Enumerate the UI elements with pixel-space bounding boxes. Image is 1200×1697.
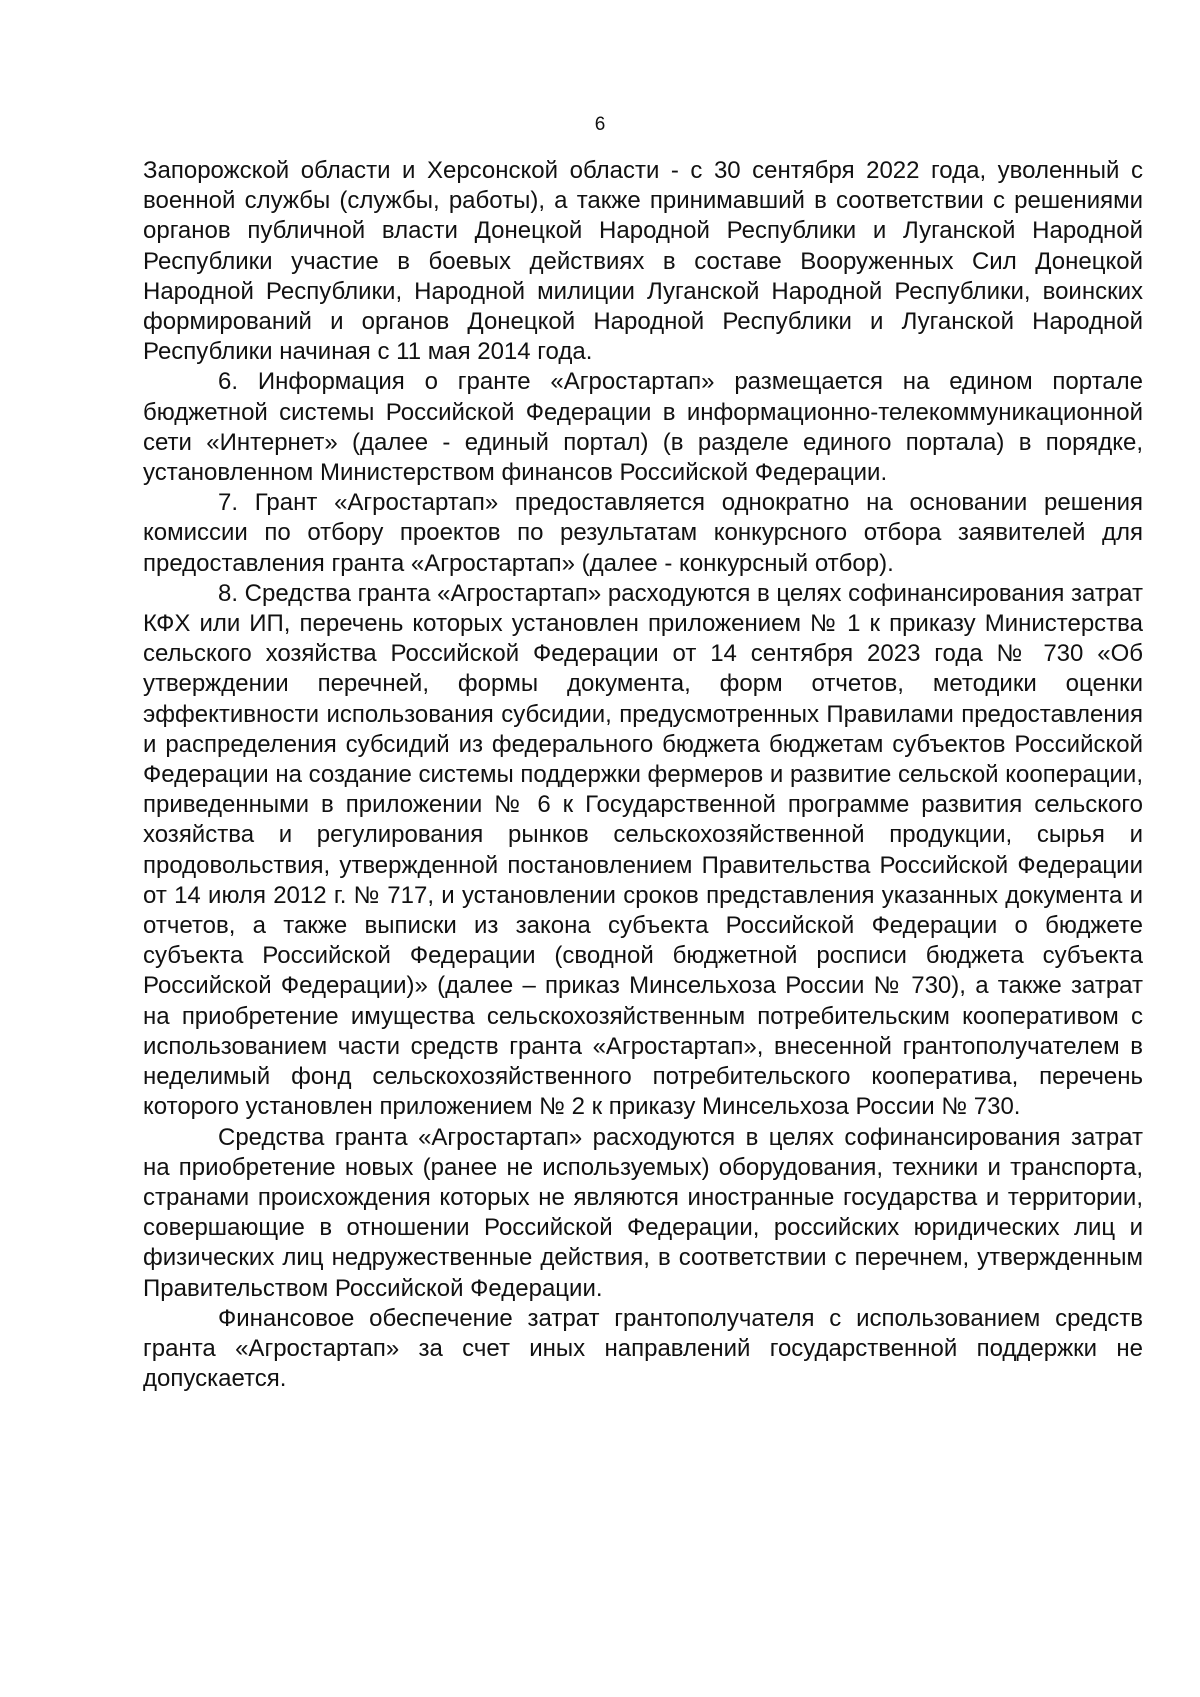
document-body	[143, 156, 1143, 1394]
paragraph-item-8-financing: Финансовое обеспечение затрат грантополучателя с использованием средств гранта «Агростартап» за счет иных направлений государственной поддержки не допускается.	[143, 1304, 1143, 1393]
paragraph-continuation: Запорожской области и Херсонской области - с 30 сентября 2022 года, уволенный с военной службы (службы, работы), а также принимавший в соответствии с решениями органов публичной власти Донецкой Народной Республики и Луганской Народной Республики участие в боевых действиях в составе Вооруженных Сил Донецкой Народной Республики, Народной милиции Луганской Народной Республики, воинских формирований и органов Донецкой Народной Республики и Луганской Народной Республики начиная с 11 мая 2014 года.	[143, 157, 1143, 366]
page-number: 6	[594, 114, 606, 135]
paragraph-item-6: 6. Информация о гранте «Агростартап» размещается на едином портале бюджетной системы Российской Федерации в информационно-телекоммуникационной сети «Интернет» (далее - единый портал) (в разделе единого портала) в порядке, установленном Министерством финансов Российской Федерации.	[143, 368, 1143, 487]
paragraph-item-8-equipment: Средства гранта «Агростартап» расходуются в целях софинансирования затрат на приобретение новых (ранее не используемых) оборудования, техники и транспорта, странами происхождения которых не являются иностранные государства и территории, совершающие в отношении Российской Федерации, российских юридических лиц и физических лиц недружественные действия, в соответствии с перечнем, утвержденным Правительством Российской Федерации.	[143, 1123, 1143, 1302]
paragraph-item-7: 7. Грант «Агростартап» предоставляется однократно на основании решения комиссии по отбору проектов по результатам конкурсного отбора заявителей для предоставления гранта «Агростартап» (далее - конкурсный отбор).	[143, 489, 1143, 577]
paragraph-item-8: 8. Средства гранта «Агростартап» расходуются в целях софинансирования затрат КФХ или ИП, перечень которых установлен приложением № 1 к приказу Министерства сельского хозяйства Российской Федерации от 14 сентября 2023 года № 730 «Об утверждении перечней, формы документа, форм отчетов, методики оценки эффективности использования субсидии, предусмотренных Правилами предоставления и распределения субсидий из федерального бюджета бюджетам субъектов Российской Федерации на создание системы поддержки фермеров и развитие сельской кооперации, приведенными в приложении № 6 к Государственной программе развития сельского хозяйства и регулирования рынков сельскохозяйственной продукции, сырья и продовольствия, утвержденной постановлением Правительства Российской Федерации от 14 июля 2012 г. № 717, и установлении сроков представления указанных документа и отчетов, а также выписки из закона субъекта Российской Федерации о бюджете субъекта Российской Федерации (сводной бюджетной росписи бюджета субъекта Российской Федерации)» (далее – приказ Минсельхоза России № 730), а также затрат на приобретение имущества сельскохозяйственным потребительским кооперативом с использованием части средств гранта «Агростартап», внесенной грантополучателем в неделимый фонд сельскохозяйственного потребительского кооператива, перечень которого установлен приложением № 2 к приказу Минсельхоза России № 730.	[143, 579, 1143, 1121]
